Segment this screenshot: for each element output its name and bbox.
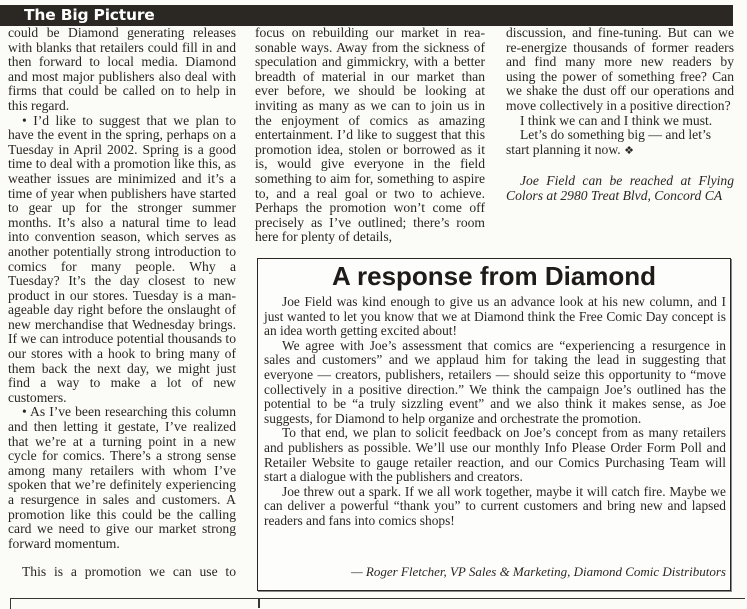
article-column-2 (255, 26, 485, 245)
closing-paragraph (506, 128, 734, 158)
section-header-bar (0, 5, 733, 26)
response-sidebar-box (257, 258, 731, 591)
paragraph: Joe Field was kind enough to give us an advance look at his new column, and I just wanted to let you know that we at Diamond think the Free Comic Day concept is an idea worth getting excited about! (264, 294, 726, 339)
paragraph: discussion, and fine-tuning. But can we re-energize thousands of former readers and find many more new readers by using the power of something free? Can we shake the dust off our operations and move collectively in a positive direction? (506, 25, 734, 113)
section-title: The Big Picture (24, 6, 155, 24)
paragraph: • I’d like to suggest that we plan to have the event in the spring, perhaps on a Tuesday in April 2002. Spring is a good time to deal with a promotion like this, as weather issues are minimized and it’s a time of year when publishers have started to gear up for the stronger summer months. It’s also a natural time to lead into convention season, which serves as another potentially strong introduction to comics for many people. Why a Tuesday? It’s the day closest to new product in our stores. Tuesday is a manageable day right before the onslaught of new merchandise that Wednesday brings. If we can introduce potential thousands to our stores with a hook to bring many of them back the next day, we might just find a way to make a lot of new customers. (8, 112, 237, 405)
paragraph: We agree with Joe’s assessment that comics are “experiencing a resurgence in sales and customers” and we applaud him for taking the lead in suggesting that everyone — creators, publishers, retailers — should seize this opportunity to “move collectively in a positive direction.” We think the campaign Joe’s outlined has the potential to be “a truly sizzling event” and we also think it makes sense, as Joe suggests, for Diamond to help organize and orchestrate the promotion. (264, 337, 726, 426)
paragraph: I think we can and I think we must. (520, 112, 713, 128)
paragraph: could be Diamond generating releases with blanks that retailers could fill in and then forward to local media. Diamond and most major publishers also deal with firms that could be called on to help in this regard. (8, 25, 236, 113)
author-bio: Joe Field can be reached at Flying Colors at 2980 Treat Blvd, Concord CA (506, 173, 734, 203)
end-mark-icon: ❖ (624, 144, 634, 157)
column-divider (258, 598, 260, 608)
paragraph: To that end, we plan to solicit feedback on Joe’s concept from as many retailers and publishers as possible. We’ll use our monthly Info Please Order Form Poll and Retailer Website to gauge retailer reaction, and our Comics Purchasing Team will start a dialogue with the publishers and creators. (264, 425, 726, 485)
next-section-frame (10, 598, 745, 609)
continued-paragraph: This is a promotion we can use to (22, 564, 236, 580)
article-column-3 (506, 26, 734, 204)
closing-text: Let’s do something big — and let’s start planning it now. (506, 127, 712, 157)
response-body (264, 295, 726, 529)
article-column-1 (8, 26, 236, 580)
signature: — Roger Fletcher, VP Sales & Marketing, Diamond Comic Distributors (351, 564, 726, 579)
paragraph: • As I’ve been researching this column and then letting it gestate, I’ve realized that we’re at a turning point in a new cycle for comics. There’s a strong sense among many retailers with whom I’ve spoken that we’re definitely experiencing a resurgence in sales and customers. A promotion like this could be the calling card we need to give our market strong forward momentum. (8, 404, 236, 551)
response-title: A response from Diamond (331, 261, 657, 291)
paragraph: Joe threw out a spark. If we all work together, maybe it will catch fire. Maybe we can deliver a powerful “thank you” to current customers and bring new and lapsed readers and fans into comics shops! (264, 483, 726, 528)
paragraph: focus on rebuilding our market in reasonable ways. Away from the sickness of speculation and gimmickry, with a better breadth of material in our market than ever before, we should be looking at inviting as many as we can to join us in the enjoyment of comics as amazing entertainment. I’d like to suggest that this promotion idea, stolen or borrowed as it is, would give everyone in the field something to aim for, something to aspire to, and a real goal or two to achieve. Perhaps the promotion won’t come off precisely as I’ve outlined; there’s room here for plenty of details, (255, 25, 485, 245)
